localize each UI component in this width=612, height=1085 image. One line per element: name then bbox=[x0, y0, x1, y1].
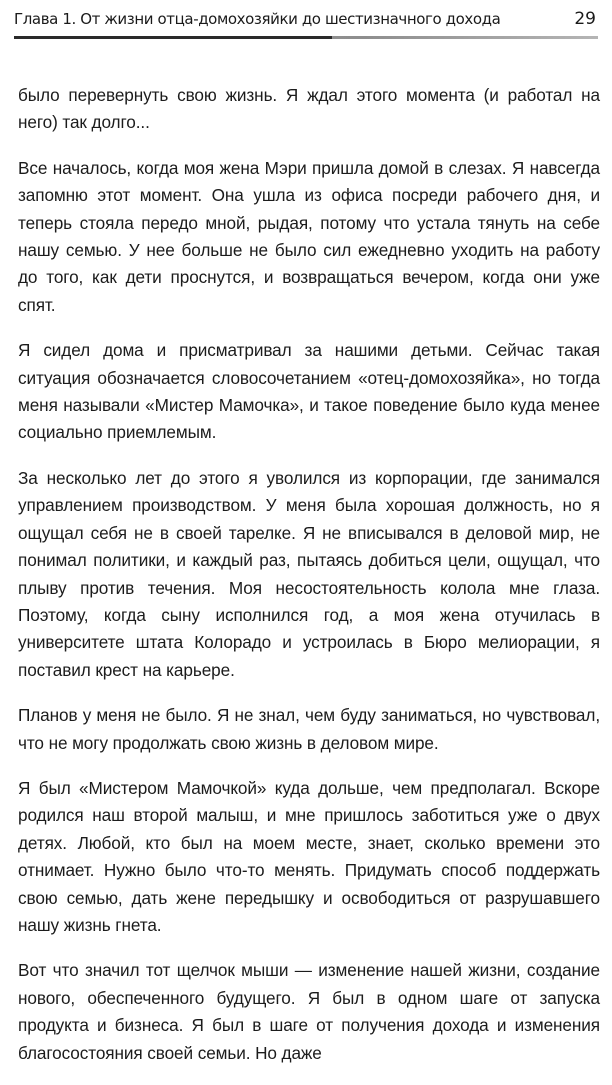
paragraph: Я сидел дома и присматривал за нашими детьми. Сейчас такая ситуация обозначается словосочетанием «отец-домохозяйка», но тогда меня называли «Мистер Мамочка», и такое поведение было куда менее социально приемлемым. bbox=[18, 340, 600, 443]
page-header bbox=[0, 0, 612, 42]
paragraph: За несколько лет до этого я уволился из корпорации, где занимался управлением производством. У меня была хорошая должность, но я ощущал себя не в своей тарелке. Я не вписывался в деловой мир, не понимал политики, и каждый раз, пытаясь добиться цели, ощущал, что плыву против течения. Моя несостоятельность колола мне глаза. Поэтому, когда сыну исполнился год, а моя жена отучилась в университете штата Колорадо и устроилась в Бюро мелиорации, я поставил крест на карьере. bbox=[18, 467, 600, 680]
paragraph: Все началось, когда моя жена Мэри пришла домой в слезах. Я навсегда запомню этот момент. Она ушла из офиса посреди рабочего дня, и теперь стояла передо мной, рыдая, потому что устала тянуть на себе нашу семью. У нее больше не было сил ежедневно уходить на работу до того, как дети проснутся, и возвращаться вечером, когда они уже спят. bbox=[18, 157, 600, 315]
body-text bbox=[18, 82, 600, 1085]
page-number: 29 bbox=[574, 9, 596, 29]
chapter-title: Глава 1. От жизни отца-домохозяйки до шестизначного дохода bbox=[14, 10, 501, 28]
paragraph: Я был «Мистером Мамочкой» куда дольше, чем предполагал. Вскоре родился наш второй малыш, и мне пришлось заботиться уже о двух детях. Любой, кто был на моем месте, знает, сколько времени это отнимает. Нужно было что-то менять. Придумать способ поддержать свою семью, дать жене передышку и освободиться от разрушавшего нашу жизнь гнета. bbox=[18, 777, 600, 935]
paragraph: было перевернуть свою жизнь. Я ждал этого момента (и работал на него) так долго... bbox=[18, 85, 600, 133]
paragraph: Вот что значил тот щелчок мыши — изменение нашей жизни, создание нового, обеспеченного будущего. Я был в одном шаге от запуска продукта и бизнеса. Я был в шаге от получения дохода и изменения благосостояния своей семьи. Но даже bbox=[18, 960, 600, 1063]
header-rule-accent bbox=[14, 36, 332, 39]
paragraph: Планов у меня не было. Я не знал, чем буду заниматься, но чувствовал, что не могу продолжать свою жизнь в деловом мире. bbox=[18, 705, 600, 753]
